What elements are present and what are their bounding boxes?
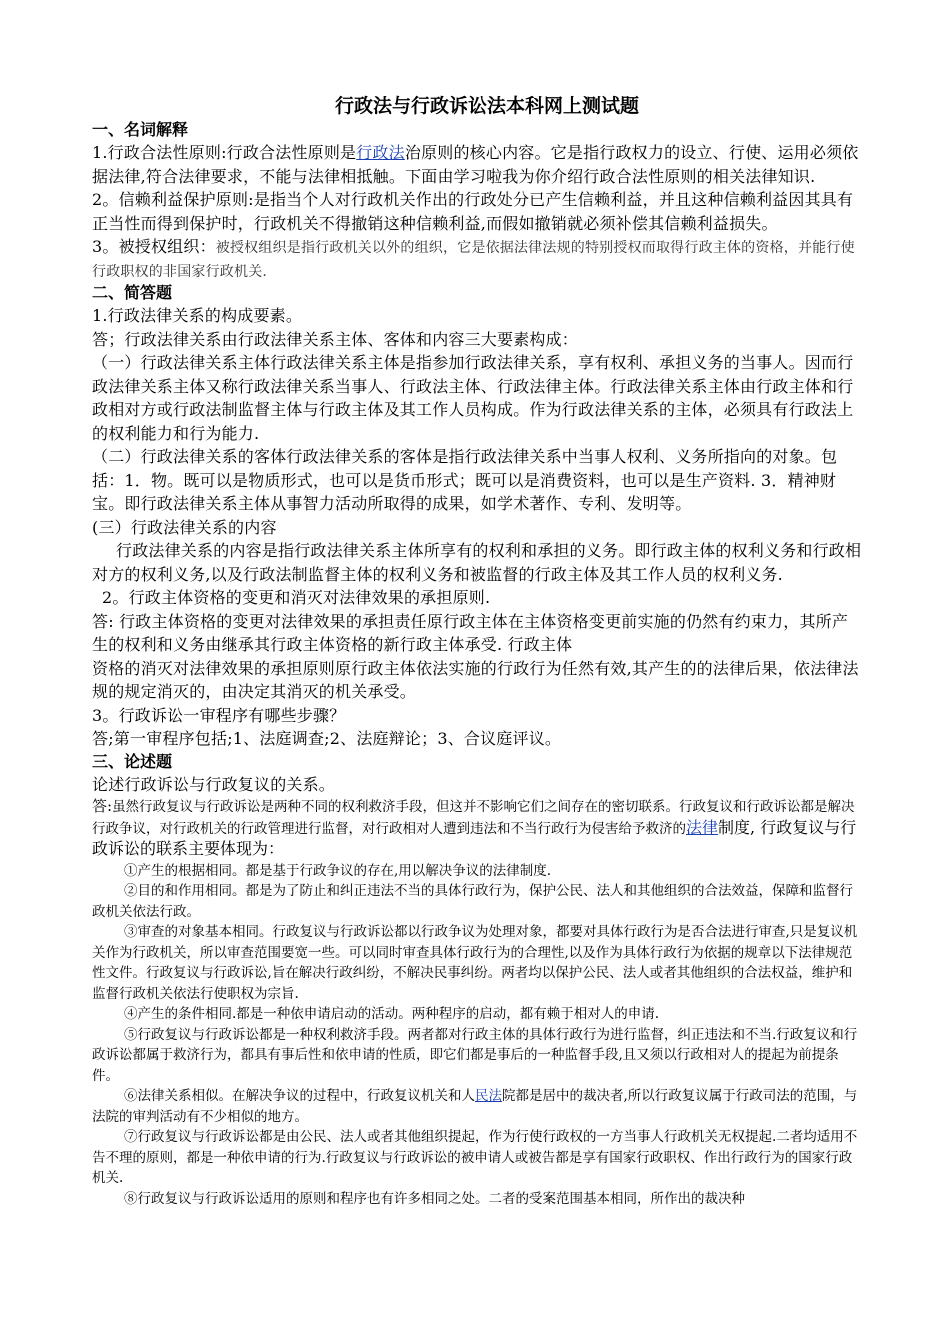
short-answer-1-intro: 答；行政法律关系由行政法律关系主体、客体和内容三大要素构成：: [92, 329, 579, 349]
document-title: 行政法与行政诉讼法本科网上测试题: [334, 95, 639, 117]
short-answer-1-part-2: （二）行政法律关系的客体行政法律关系的客体是指行政法律关系中当事人权利、义务所指向的对象。包括：1．物。既可以是物质形式，也可以是货币形式；既可以是消费资料，也可以是生产资料. 3．精神财宝。即行政法律关系主体从事智力活动所取得的成果，如学术著作、专利、发明等。: [92, 447, 838, 513]
essay-answer-intro-tail: 制度, 行政复议与行政诉讼的联系主要体现为：: [92, 817, 857, 858]
essay-point-1: ①产生的根据相同。都是基于行政争议的存在,用以解决争议的法律制度.: [124, 862, 552, 879]
section-heading-essay: 三、论述题: [92, 751, 173, 771]
definition-3-label: 3。被授权组织：: [92, 237, 216, 256]
essay-point-6-post: 院都是居中的裁决者,所以行政复议属于行政司法的范围，与法院的审判活动有不少相似的地方。: [92, 1088, 858, 1125]
essay-point-6: [92, 1086, 862, 1127]
short-answer-1-part-3-heading: (三）行政法律关系的内容: [92, 517, 277, 537]
essay-answer-lead: 答:: [92, 797, 113, 815]
short-answer-2-b: 资格的消灭对法律效果的承担原则原行政主体依法实施的行政行为任然有效,其产生的的法律后果，依法律法规的规定消灭的，由决定其消灭的机关承受。: [92, 658, 859, 701]
short-question-2: 2。行政主体资格的变更和消灭对法律效果的承担原则.: [102, 588, 491, 607]
link-law[interactable]: 法律: [686, 817, 719, 837]
short-answer-3: 答;第一审程序包括;1、法庭调查;2、法庭辩论；3、合议庭评议。: [92, 729, 562, 748]
definition-1-text-post: 治原则的核心内容。它是指行政权力的设立、行使、运用必须依据法律,符合法律要求，不能与法律相抵触。下面由学习啦我为你介绍行政合法性原则的相关法律知识.: [92, 143, 859, 186]
essay-point-4: ④产生的条件相同.都是一种依申请启动的活动。两种程序的启动，都有赖于相对人的申请.: [124, 1006, 660, 1022]
document-page: [92, 93, 862, 1209]
essay-answer-intro: [92, 796, 862, 861]
short-answer-2-a: 答: 行政主体资格的变更对法律效果的承担责任原行政主体在主体资格变更前实施的仍然有约束力，其所产生的权利和义务由继承其行政主体资格的新行政主体承受. 行政主体: [92, 611, 849, 654]
essay-point-8: ⑧行政复议与行政诉讼适用的原则和程序也有许多相同之处。二者的受案范围基本相同，所作出的裁决种: [124, 1190, 745, 1207]
link-civil-law[interactable]: 民法: [475, 1088, 502, 1104]
essay-point-3: ③审查的对象基本相同。行政复议与行政诉讼都以行政争议为处理对象，都要对具体行政行为是否合法进行审查,只是复议机关作为行政机关，所以审查范围要宽一些。可以同时审查具体行政行为的合理性,以及作为具体行政行为依据的规章以下法律规范性文件。行政复议与行政诉讼,旨在解决行政纠纷，不解决民事纠纷。两者均以保护公民、法人或者其他组织的合法权益，维护和监督行政机关依法行使职权为宗旨.: [92, 924, 858, 1002]
definition-1-text-pre: 1.行政合法性原则:行政合法性原则是: [92, 143, 357, 162]
definition-item-2: 2。信赖利益保护原则:是指当个人对行政机关作出的行政处分已产生信赖利益，并且这种信赖利益因其具有正当性而得到保护时，行政机关不得撤销这种信赖利益,而假如撤销就必须补偿其信赖利益损失。: [92, 190, 854, 233]
short-answer-1-part-1: （一）行政法律关系主体行政法律关系主体是指参加行政法律关系，享有权利、承担义务的当事人。因而行政法律关系主体又称行政法律关系当事人、行政法主体、行政法律主体。行政法律关系主体由行政主体和行政相对方或行政法制监督主体与行政主体及其工作人员构成。作为行政法律关系的主体，必须具有行政法上的权利能力和行为能力.: [92, 353, 854, 443]
definition-3-text: 被授权组织是指行政机关以外的组织，它是依据法律法规的特别授权而取得行政主体的资格，并能行使行政职权的非国家行政机关.: [92, 240, 855, 280]
short-question-3: 3。行政诉讼一审程序有哪些步骤？: [92, 705, 346, 725]
essay-question: 论述行政诉讼与行政复议的关系。: [92, 774, 336, 794]
essay-point-6-pre: ⑥法律关系相似。在解决争议的过程中，行政复议机关和人: [124, 1088, 475, 1104]
definition-item-1: [92, 141, 862, 188]
essay-point-2: ②目的和作用相同。都是为了防止和纠正违法不当的具体行政行为，保护公民、法人和其他组织的合法效益，保障和监督行政机关依法行政。: [92, 883, 853, 920]
short-answer-1-part-3: 行政法律关系的内容是指行政法律关系主体所享有的权利和承担的义务。即行政主体的权利义务和行政相对方的权利义务,以及行政法制监督主体的权利义务和被监督的行政主体及其工作人员的权利义务.: [92, 541, 862, 584]
section-heading-short-answer: 二、简答题: [92, 283, 173, 302]
short-question-1: 1.行政法律关系的构成要素。: [92, 306, 303, 325]
link-administrative-law[interactable]: 行政法: [356, 143, 405, 162]
definition-item-3: [92, 235, 862, 282]
essay-point-5: ⑤行政复议与行政诉讼都是一种权利救济手段。两者都对行政主体的具体行政行为进行监督，纠正违法和不当.行政复议和行政诉讼都属于救济行为，都具有事后性和依申请的性质，即它们都是事后的一种监督手段,且又须以行政相对人的提起为前提条件。: [92, 1026, 858, 1084]
essay-answer-intro-text: 虽然行政复议与行政诉讼是两种不同的权利救济手段，但这并不影响它们之间存在的密切联系。行政复议和行政诉讼都是解决行政争议，对行政机关的行政管理进行监督，对行政相对人遭到违法和不当行政行为侵害给予救济的: [92, 799, 855, 837]
section-heading-definitions: 一、名词解释: [92, 120, 189, 139]
essay-point-7: ⑦行政复议与行政诉讼都是由公民、法人或者其他组织提起，作为行使行政权的一方当事人行政机关无权提起.二者均适用不告不理的原则，都是一种依申请的行为.行政复议与行政诉讼的被申请人或被告都是享有国家行政职权、作出行政行为的国家行政机关.: [92, 1129, 858, 1186]
